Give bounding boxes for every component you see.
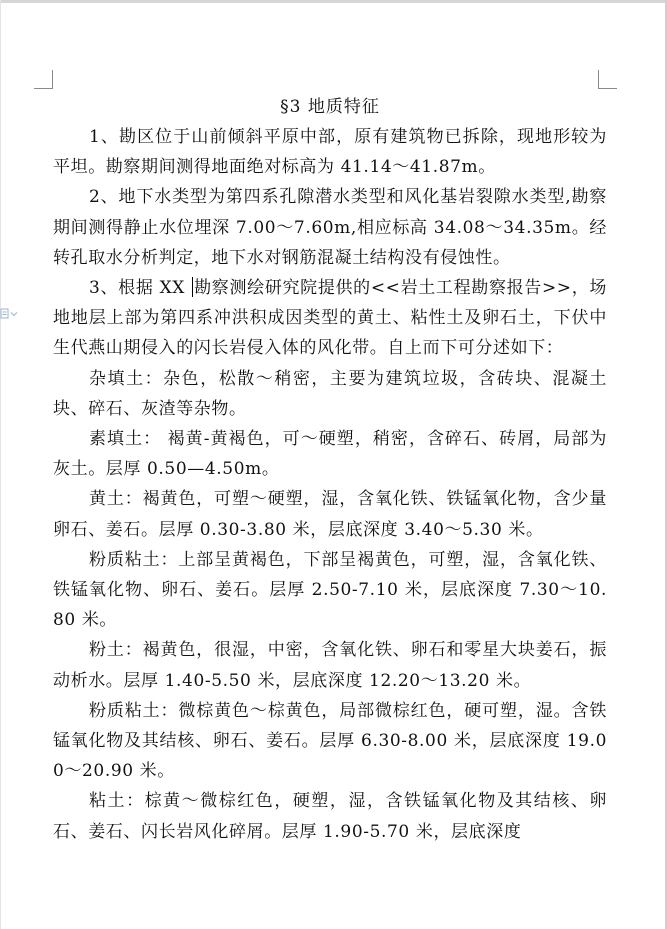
text-cursor [192,277,193,297]
strata-intro-rest: 勘察测绘研究院提供的<<岩土工程勘察报告>>，场地地层上部为第四系冲洪积成因类型的黄土、粘性土及卵石土，下伏中生代燕山期侵入的闪长岩侵入体的风化带。自上而下可分述如下： [53,278,607,359]
right-margin-corner-mark [598,70,617,89]
left-margin-corner-mark [34,70,53,89]
paragraph-silt[interactable]: 粉土：褐黄色，很湿，中密，含氧化铁、卵石和零星大块姜石，振动析水。层厚 1.40-5.50 米，层底深度 12.20～13.20 米。 [53,640,607,691]
paragraph-strata-intro[interactable] [53,273,607,364]
document-page[interactable] [53,92,607,847]
paragraph-location[interactable]: 1、勘区位于山前倾斜平原中部，原有建筑物已拆除，现地形较为平坦。勘察期间测得地面绝对标高为 41.14～41.87m。 [53,127,607,178]
paragraph-clay[interactable]: 粘土：棕黄～微棕红色，硬塑，湿，含铁锰氧化物及其结核、卵石、姜石、闪长岩风化碎屑。层厚 1.90-5.70 米，层底深度 [53,791,607,842]
paragraph-options-icon[interactable] [0,308,18,320]
paragraph-loess[interactable]: 黄土：褐黄色，可塑～硬塑，湿，含氧化铁、铁锰氧化物，含少量卵石、姜石。层厚 0.30-3.80 米，层底深度 3.40～5.30 米。 [53,489,607,540]
window-top-edge [0,0,667,3]
window-left-edge [0,0,1,929]
paragraph-plain-fill[interactable]: 素填土： 褐黄-黄褐色，可～硬塑，稍密，含碎石、砖屑，局部为灰土。层厚 0.50—4.50m。 [53,429,607,480]
strata-intro-start: 3、根据 XX [89,278,192,299]
section-heading: §3 地质特征 [280,97,380,117]
paragraph-silty-clay-upper[interactable]: 粉质粘土：上部呈黄褐色，下部呈褐黄色，可塑，湿，含氧化铁、铁锰氧化物、卵石、姜石。层厚 2.50-7.10 米，层底深度 7.30～10.80 米。 [53,549,607,631]
paragraph-miscellaneous-fill[interactable]: 杂填土：杂色，松散～稍密，主要为建筑垃圾，含砖块、混凝土块、碎石、灰渣等杂物。 [53,368,607,419]
paragraph-silty-clay-lower[interactable]: 粉质粘土：微棕黄色～棕黄色，局部微棕红色，硬可塑，湿。含铁锰氧化物及其结核、卵石、姜石。层厚 6.30-8.00 米，层底深度 19.00～20.90 米。 [53,700,607,782]
paragraph-groundwater[interactable]: 2、地下水类型为第四系孔隙潜水类型和风化基岩裂隙水类型,勘察期间测得静止水位埋深 7.00～7.60m,相应标高 34.08～34.35m。经转孔取水分析判定，地下水对钢筋混凝土结构没有侵蚀性。 [53,187,607,268]
